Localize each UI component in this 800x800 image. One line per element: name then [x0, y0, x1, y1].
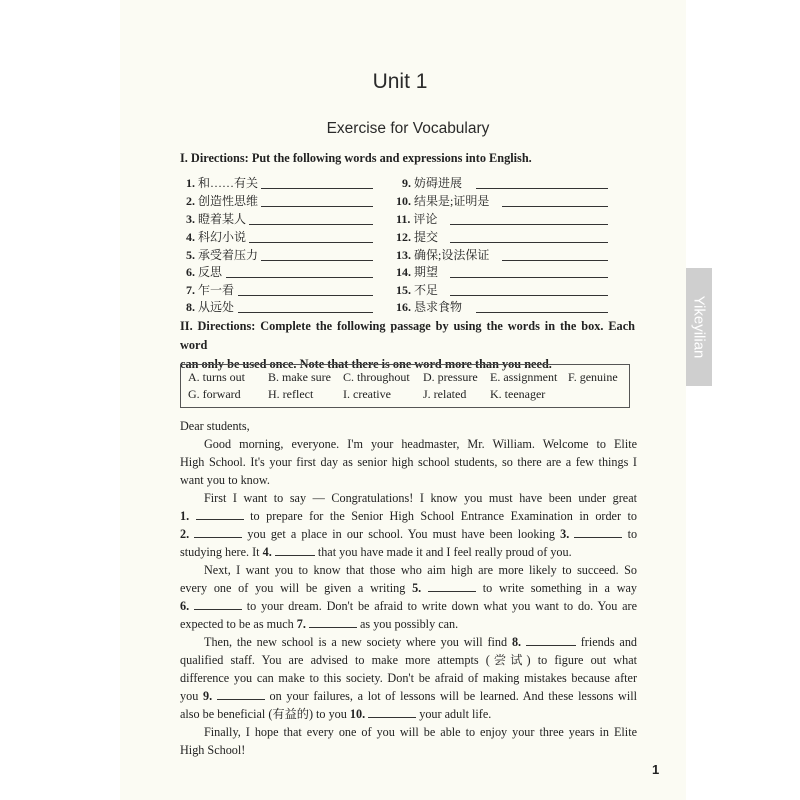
vocab-item: 2. 创造性思维	[186, 193, 258, 210]
vocab-item: 7. 乍一看	[186, 282, 234, 299]
answer-blank[interactable]	[261, 188, 373, 189]
passage-line: also be beneficial (有益的) to you 10. your adult life.	[180, 707, 492, 721]
answer-blank[interactable]	[476, 312, 608, 313]
passage-line: you 9. on your failures, a lot of lessons will be learned. And these lessons will	[180, 689, 638, 703]
answer-blank[interactable]	[502, 206, 608, 207]
word-option: J. related	[423, 387, 467, 401]
vocab-item: 1. 和……有关	[186, 175, 258, 192]
passage: Dear students, Good morning, everyone. I'm your headmaster, Mr. William. Welcome to Elite High School. It's your first day as senior high school students, so there are a few things I want you to know. First I want to say — Congratulations! I know you must have been under great 1. to prepare for the Senior High School Entrance Examination in order to 2. you get a place in our school. You must have been looking 3. to studying here. It 4. that you have made it and I feel really proud of you. Next, I want you to know that those who aim high are more likely to succeed. So every one of you will be given a writing 5. to write something in a way 6. to your dream. Don't be afraid to write down what you want to do. You are expected to be as much 7. as you possibly can. Then, the new school is a new society where you will find 8. friends and qualified staff. You are advised to make more attempts (尝试) to figure out what difference you can make to this society. Don't be afraid of making mistakes because after you 9. on your failures, a lot of lessons will be learned. And these lessons will also be beneficial (有益的) to you 10. your adult life. Finally, I hope that every one of you will be able to enjoy your three years in Elite High School!	[180, 419, 638, 757]
answer-blank[interactable]	[309, 615, 357, 628]
answer-blank[interactable]	[249, 242, 373, 243]
vocab-item: 8. 从远处	[186, 299, 234, 316]
part1-directions: I. Directions: Put the following words and expressions into English.	[180, 151, 532, 165]
word-option: D. pressure	[423, 370, 478, 384]
answer-blank[interactable]	[450, 295, 608, 296]
passage-line: 1. to prepare for the Senior High School Entrance Examination in order to	[180, 509, 638, 523]
passage-line: Then, the new school is a new society where you will find 8. friends and	[204, 635, 638, 649]
word-box	[180, 364, 630, 408]
answer-blank[interactable]	[476, 188, 608, 189]
word-option: C. throughout	[343, 370, 410, 384]
vocab-item: 6. 反思	[186, 264, 222, 281]
answer-blank[interactable]	[574, 525, 622, 538]
word-option: E. assignment	[490, 370, 558, 384]
answer-blank[interactable]	[450, 224, 608, 225]
passage-line: studying here. It 4. that you have made it and I feel really proud of you.	[180, 545, 572, 559]
vocab-item: 14. 期望	[396, 264, 438, 281]
word-option: H. reflect	[268, 387, 314, 401]
word-option: F. genuine	[568, 370, 618, 384]
answer-blank[interactable]	[194, 597, 242, 610]
answer-blank[interactable]	[238, 295, 373, 296]
answer-blank[interactable]	[217, 687, 265, 700]
vocab-item: 4. 科幻小说	[186, 229, 246, 246]
answer-blank[interactable]	[196, 507, 244, 520]
vocab-item: 3. 瞪着某人	[186, 211, 246, 228]
side-tab-label: Yikeyilian	[690, 295, 708, 359]
side-tab	[686, 268, 712, 386]
answer-blank[interactable]	[368, 705, 416, 718]
vocab-item: 5. 承受着压力	[186, 247, 258, 264]
answer-blank[interactable]	[275, 543, 315, 556]
answer-blank[interactable]	[238, 312, 373, 313]
vocab-item: 10. 结果是;证明是	[396, 193, 489, 210]
vocab-item: 13. 确保;设法保证	[396, 247, 489, 264]
answer-blank[interactable]	[194, 525, 242, 538]
answer-blank[interactable]	[261, 260, 373, 261]
unit-title: Unit 1	[372, 70, 428, 93]
word-option: G. forward	[188, 387, 241, 401]
vocab-item: 15. 不足	[396, 282, 438, 299]
answer-blank[interactable]	[261, 206, 373, 207]
answer-blank[interactable]	[502, 260, 608, 261]
passage-line: 6. to your dream. Don't be afraid to write down what you want to do. You are	[180, 599, 638, 613]
passage-line: 2. you get a place in our school. You must have been looking 3. to	[180, 527, 638, 541]
answer-blank[interactable]	[226, 277, 373, 278]
vocab-item: 12. 提交	[396, 229, 438, 246]
word-option: A. turns out	[188, 370, 245, 384]
word-option: B. make sure	[268, 370, 331, 384]
vocab-item: 16. 恳求食物	[396, 299, 462, 316]
answer-blank[interactable]	[450, 277, 608, 278]
vocab-item: 9. 妨碍进展	[402, 175, 462, 192]
word-option: K. teenager	[490, 387, 546, 401]
vocab-item: 11. 评论	[396, 211, 437, 228]
word-option: I. creative	[343, 387, 391, 401]
answer-blank[interactable]	[249, 224, 373, 225]
answer-blank[interactable]	[526, 633, 576, 646]
page-number: 1	[652, 762, 660, 777]
answer-blank[interactable]	[450, 242, 608, 243]
answer-blank[interactable]	[428, 579, 476, 592]
exercise-title: Exercise for Vocabulary	[326, 120, 490, 137]
passage-line: every one of you will be given a writing 5. to write something in a way	[180, 581, 638, 595]
part2-directions: II. Directions: Complete the following passage by using the words in the box. Each word can only be used once. Note that there is one word more than you need.	[180, 319, 635, 371]
passage-line: expected to be as much 7. as you possibly can.	[180, 617, 459, 631]
